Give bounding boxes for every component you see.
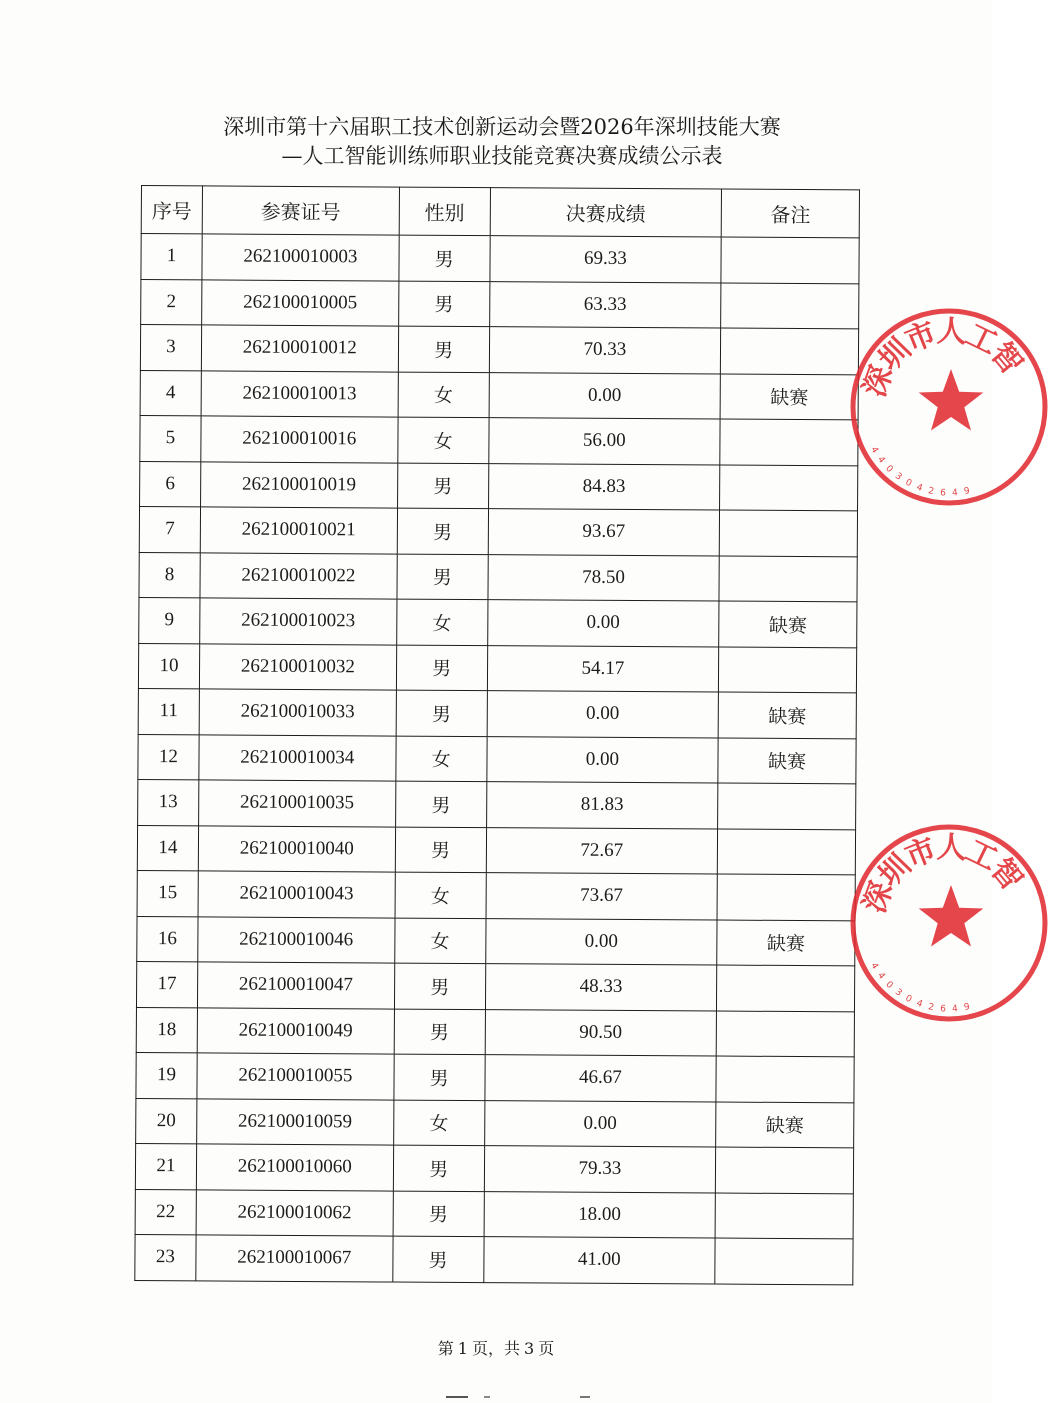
- seal-code: 9: [963, 1002, 971, 1014]
- cell-cert-number: 262100010062: [196, 1189, 393, 1236]
- table-row: [135, 1143, 853, 1193]
- cell-gender: 男: [396, 645, 487, 691]
- cell-cert-number: 262100010035: [198, 780, 395, 827]
- table-row: [139, 597, 857, 647]
- seal-code: 6: [939, 1004, 947, 1015]
- cell-cert-number: 262100010059: [197, 1098, 394, 1145]
- cell-final-score: 72.67: [486, 827, 718, 874]
- cell-note: [718, 783, 856, 829]
- seal-code: 3: [892, 471, 904, 483]
- cell-final-score: 0.00: [484, 1100, 716, 1147]
- seal-lettering: 深: [856, 877, 901, 918]
- cell-seq: 11: [138, 688, 199, 734]
- header-gender: 性别: [399, 187, 490, 236]
- cell-note: [715, 1193, 853, 1239]
- cell-final-score: 70.33: [489, 327, 721, 374]
- table-row: [139, 552, 857, 602]
- seal-code: 4: [875, 970, 887, 982]
- cell-final-score: 73.67: [486, 873, 718, 920]
- document-title-line-2: —人工智能训练师职业技能竞赛决赛成绩公示表: [281, 144, 723, 168]
- cell-gender: 女: [394, 918, 485, 964]
- cell-note: 缺赛: [717, 920, 855, 966]
- table-row: [138, 779, 856, 829]
- seal-code: 4: [868, 445, 880, 456]
- scan-artifact-marks: [440, 1394, 600, 1400]
- cell-seq: 4: [140, 370, 201, 416]
- seal-code: 2: [927, 1002, 935, 1014]
- cell-note: [720, 465, 858, 511]
- cell-final-score: 54.17: [487, 645, 719, 692]
- header-seq: 序号: [141, 186, 202, 234]
- cell-note: [719, 510, 857, 556]
- cell-note: [721, 328, 859, 374]
- cell-gender: 男: [398, 281, 489, 327]
- header-cert-number: 参赛证号: [202, 186, 399, 235]
- table-row: [141, 279, 859, 329]
- cell-cert-number: 262100010046: [198, 916, 395, 963]
- cell-gender: 男: [393, 1145, 484, 1191]
- cell-note: [719, 647, 857, 693]
- cell-note: [716, 1147, 854, 1193]
- cell-cert-number: 262100010034: [199, 734, 396, 781]
- table-row: [138, 688, 856, 738]
- cell-cert-number: 262100010055: [197, 1053, 394, 1100]
- seal-star-icon: [919, 369, 984, 431]
- cell-gender: 女: [395, 872, 486, 918]
- table-row: [140, 461, 858, 511]
- seal-code: 4: [868, 961, 880, 972]
- cell-final-score: 90.50: [485, 1009, 717, 1056]
- cell-gender: 男: [393, 1191, 484, 1237]
- cell-seq: 2: [141, 279, 202, 325]
- cell-note: [717, 965, 855, 1011]
- cell-seq: 10: [138, 643, 199, 689]
- cell-note: [716, 1056, 854, 1102]
- cell-gender: 男: [393, 1236, 484, 1282]
- cell-final-score: 0.00: [487, 600, 719, 647]
- footer-page-suffix: 页: [538, 1339, 555, 1358]
- cell-gender: 女: [393, 1100, 484, 1146]
- cell-cert-number: 262100010067: [196, 1235, 393, 1282]
- header-note: 备注: [721, 189, 859, 238]
- cell-gender: 男: [397, 554, 488, 600]
- cell-seq: 9: [139, 597, 200, 643]
- seal-lettering: 工: [960, 833, 1003, 878]
- results-table: [134, 185, 860, 1285]
- official-seal-2: [844, 818, 1054, 1028]
- cell-cert-number: 262100010021: [200, 507, 397, 554]
- cell-note: [716, 1011, 854, 1057]
- seal-code: 0: [883, 979, 895, 991]
- cell-seq: 13: [138, 779, 199, 825]
- cell-gender: 男: [397, 463, 488, 509]
- seal-code: 6: [939, 488, 947, 499]
- cell-cert-number: 262100010040: [198, 825, 395, 872]
- cell-cert-number: 262100010033: [199, 689, 396, 736]
- cell-final-score: 48.33: [485, 964, 717, 1011]
- cell-seq: 16: [137, 916, 198, 962]
- cell-cert-number: 262100010023: [200, 598, 397, 645]
- cell-note: [721, 237, 859, 283]
- cell-cert-number: 262100010043: [198, 871, 395, 918]
- table-row: [135, 1234, 853, 1284]
- table-row: [139, 506, 857, 556]
- cell-gender: 男: [397, 508, 488, 554]
- cell-cert-number: 262100010022: [200, 552, 397, 599]
- cell-cert-number: 262100010005: [202, 279, 399, 326]
- table-row: [141, 234, 859, 284]
- document-title-line-1: 深圳市第十六届职工技术创新运动会暨2026年深圳技能大赛: [223, 115, 781, 139]
- cell-gender: 男: [399, 235, 490, 281]
- seal-code: 4: [875, 454, 887, 466]
- table-row: [137, 825, 855, 875]
- cell-final-score: 69.33: [489, 236, 721, 283]
- cell-gender: 男: [395, 827, 486, 873]
- cell-seq: 22: [135, 1189, 196, 1235]
- footer-page-mid: 页，共: [471, 1339, 520, 1358]
- footer-page-number: 1: [457, 1339, 468, 1358]
- seal-code: 4: [951, 1004, 959, 1015]
- page-footer: [0, 1336, 992, 1359]
- cell-cert-number: 262100010049: [197, 1007, 394, 1054]
- seal-lettering: 人: [936, 829, 968, 867]
- seal-star-icon: [919, 885, 984, 947]
- official-seal-1: [844, 302, 1054, 512]
- cell-seq: 5: [140, 415, 201, 461]
- seal-ring: [853, 311, 1045, 503]
- seal-lettering: 市: [900, 831, 942, 876]
- seal-lettering: 工: [960, 317, 1003, 362]
- cell-cert-number: 262100010047: [197, 962, 394, 1009]
- cell-seq: 6: [140, 461, 201, 507]
- cell-note: [717, 874, 855, 920]
- cell-gender: 男: [394, 1054, 485, 1100]
- table-row: [136, 1052, 854, 1102]
- table-row: [138, 643, 856, 693]
- seal-code: 4: [915, 998, 924, 1010]
- cell-gender: 女: [398, 372, 489, 418]
- seal-lettering: 智: [983, 336, 1030, 382]
- cell-seq: 14: [137, 825, 198, 871]
- cell-note: [717, 829, 855, 875]
- cell-final-score: 84.83: [488, 463, 720, 510]
- cell-final-score: 0.00: [486, 736, 718, 783]
- header-final-score: 决赛成绩: [490, 188, 722, 237]
- table-row: [140, 370, 858, 420]
- cell-seq: 21: [135, 1143, 196, 1189]
- cell-seq: 17: [136, 961, 197, 1007]
- seal-code: 4: [951, 488, 959, 499]
- cell-seq: 7: [139, 506, 200, 552]
- cell-note: [719, 556, 857, 602]
- cell-gender: 男: [398, 326, 489, 372]
- seal-lettering: 智: [983, 852, 1030, 898]
- cell-seq: 3: [140, 325, 201, 371]
- cell-note: 缺赛: [718, 738, 856, 784]
- cell-final-score: 78.50: [488, 554, 720, 601]
- cell-gender: 女: [396, 599, 487, 645]
- seal-code: 0: [903, 477, 914, 490]
- cell-seq: 23: [135, 1234, 196, 1280]
- table-row: [138, 734, 856, 784]
- cell-gender: 男: [394, 1009, 485, 1055]
- cell-note: [720, 419, 858, 465]
- seal-code: 9: [963, 486, 971, 498]
- cell-gender: 男: [394, 963, 485, 1009]
- cell-final-score: 79.33: [484, 1146, 716, 1193]
- cell-seq: 15: [137, 870, 198, 916]
- cell-note: 缺赛: [718, 692, 856, 738]
- cell-seq: 20: [136, 1098, 197, 1144]
- seal-lettering: 圳: [872, 331, 919, 378]
- table-header-row: [141, 186, 859, 238]
- footer-page-total: 3: [524, 1339, 535, 1358]
- cell-gender: 女: [398, 417, 489, 463]
- seal-code: 0: [883, 463, 895, 475]
- cell-cert-number: 262100010003: [202, 234, 399, 281]
- seal-lettering: 深: [856, 361, 901, 402]
- seal-lettering: 人: [936, 313, 968, 351]
- seal-code: 2: [927, 486, 935, 498]
- table-row: [136, 1007, 854, 1057]
- table-row: [135, 1189, 853, 1239]
- cell-seq: 12: [138, 734, 199, 780]
- cell-seq: 8: [139, 552, 200, 598]
- cell-final-score: 56.00: [488, 418, 720, 465]
- cell-cert-number: 262100010012: [201, 325, 398, 372]
- seal-ring: [853, 827, 1045, 1019]
- cell-note: 缺赛: [719, 601, 857, 647]
- cell-cert-number: 262100010060: [196, 1144, 393, 1191]
- seal-code: 3: [892, 987, 904, 999]
- cell-note: 缺赛: [720, 374, 858, 420]
- cell-note: 缺赛: [716, 1102, 854, 1148]
- cell-final-score: 46.67: [484, 1055, 716, 1102]
- cell-gender: 男: [396, 690, 487, 736]
- cell-final-score: 41.00: [483, 1237, 715, 1284]
- cell-gender: 女: [396, 736, 487, 782]
- seal-lettering: 圳: [872, 847, 919, 894]
- cell-final-score: 0.00: [485, 918, 717, 965]
- cell-final-score: 63.33: [489, 281, 721, 328]
- table-row: [136, 1098, 854, 1148]
- cell-note: [721, 283, 859, 329]
- footer-page-prefix: 第: [437, 1339, 454, 1358]
- cell-cert-number: 262100010032: [199, 643, 396, 690]
- cell-cert-number: 262100010016: [201, 416, 398, 463]
- cell-note: [715, 1238, 853, 1284]
- cell-final-score: 81.83: [486, 782, 718, 829]
- table-row: [137, 916, 855, 966]
- cell-gender: 男: [395, 781, 486, 827]
- seal-code: 0: [903, 993, 914, 1006]
- cell-final-score: 0.00: [489, 372, 721, 419]
- cell-seq: 1: [141, 234, 202, 280]
- table-body: [135, 234, 859, 1285]
- table-row: [140, 415, 858, 465]
- seal-code: 4: [915, 482, 924, 494]
- cell-seq: 19: [136, 1052, 197, 1098]
- cell-final-score: 18.00: [484, 1191, 716, 1238]
- cell-cert-number: 262100010019: [200, 461, 397, 508]
- cell-seq: 18: [136, 1007, 197, 1053]
- table-row: [136, 961, 854, 1011]
- cell-final-score: 93.67: [488, 509, 720, 556]
- cell-final-score: 0.00: [487, 691, 719, 738]
- seal-lettering: 市: [900, 315, 942, 360]
- cell-cert-number: 262100010013: [201, 370, 398, 417]
- table-row: [140, 325, 858, 375]
- table-row: [137, 870, 855, 920]
